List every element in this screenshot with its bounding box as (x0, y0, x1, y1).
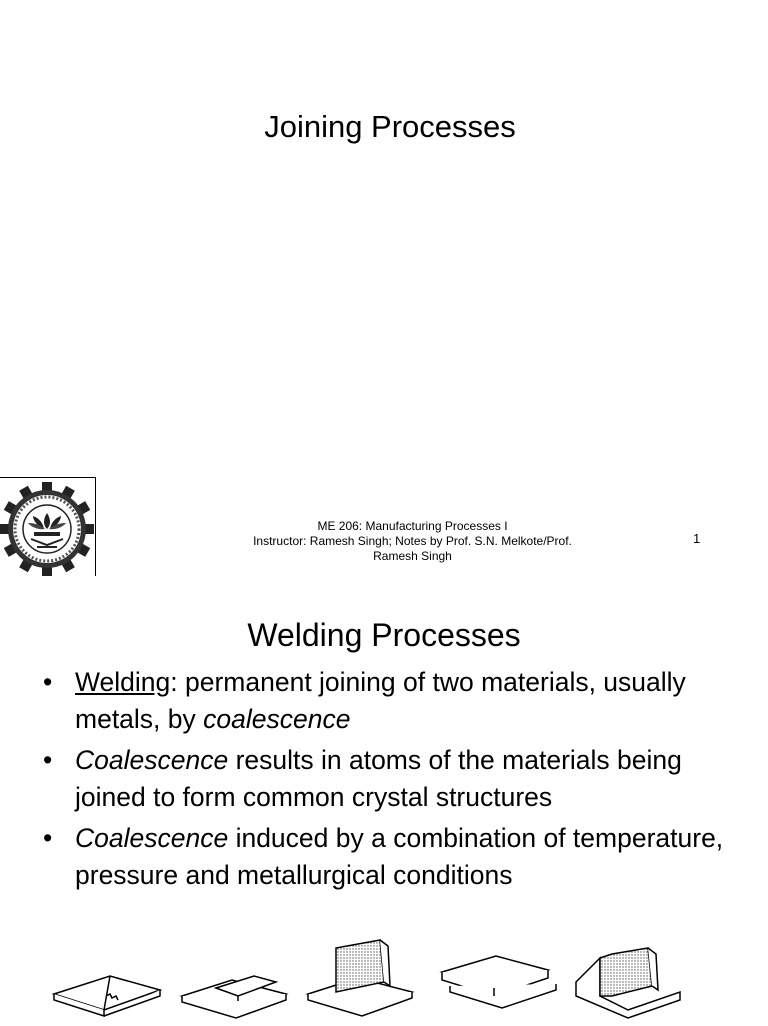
corner-joint-icon (442, 956, 556, 1008)
slide-footer (200, 519, 625, 564)
page-number: 1 (693, 531, 701, 546)
lap-joint-icon (182, 976, 286, 1018)
bullet-list (40, 664, 740, 898)
slide-title: Joining Processes (264, 109, 516, 144)
butt-joint-icon (54, 976, 160, 1016)
bullet-marker: • (43, 823, 53, 853)
term-welding: Welding (75, 667, 171, 697)
bullet-text: induced by a combination of temperature, pressure and metallurgical conditions (75, 823, 724, 890)
footer-instructor-cont: Ramesh Singh (373, 549, 452, 563)
slide-2 (0, 580, 768, 1024)
institute-logo (0, 477, 96, 576)
bullet-item (40, 820, 740, 894)
footer-instructor: Instructor: Ramesh Singh; Notes by Prof. S.N. Melkote/Prof. (253, 534, 572, 548)
italic-term: Coalescence (75, 823, 229, 853)
bullet-item (40, 664, 740, 738)
edge-joint-icon (576, 948, 680, 1018)
italic-term: coalescence (203, 704, 351, 734)
bullet-text: results in atoms of the materials being joined to form common crystal structures (75, 745, 682, 812)
slide-title: Welding Processes (247, 617, 521, 653)
bullet-item (40, 742, 740, 816)
gear-emblem-icon (0, 478, 96, 576)
t-joint-icon (308, 940, 412, 1016)
footer-course: ME 206: Manufacturing Processes I (317, 519, 508, 533)
bullet-text: : permanent joining of two materials, usually metals, by (75, 667, 686, 734)
bullet-marker: • (43, 667, 53, 697)
italic-term: Coalescence (75, 745, 229, 775)
weld-joint-illustrations (40, 936, 740, 1026)
bullet-marker: • (43, 745, 53, 775)
